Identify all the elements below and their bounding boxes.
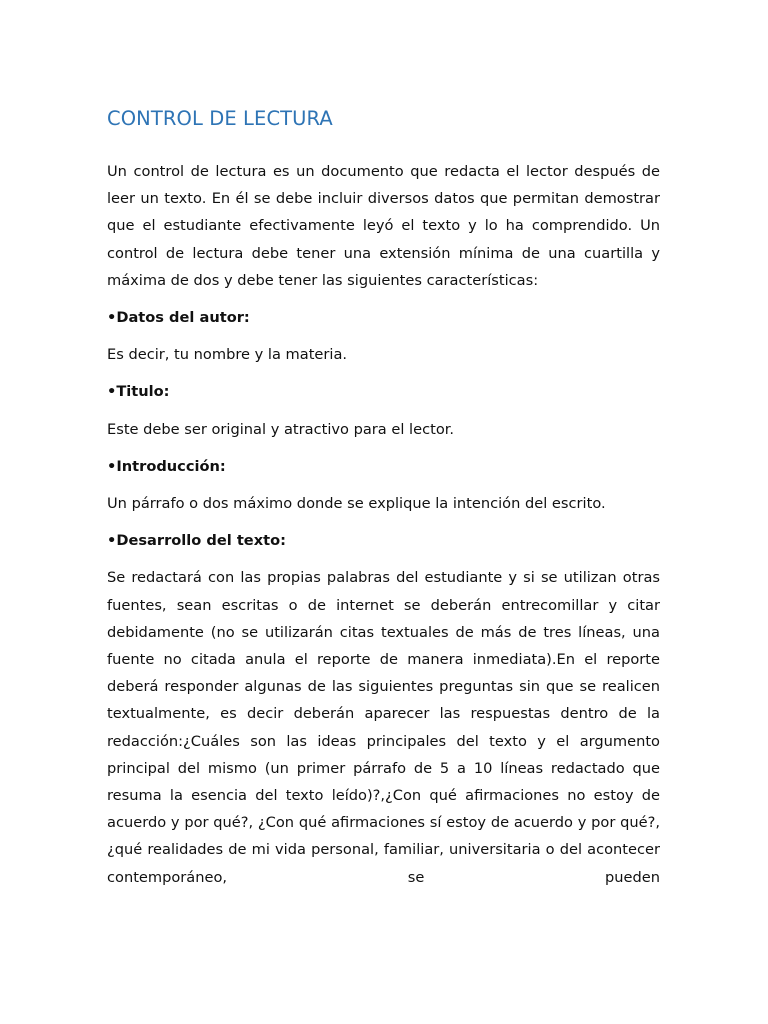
document-page bbox=[107, 105, 660, 901]
section-body-titulo: Este debe ser original y atractivo para el lector. bbox=[107, 420, 455, 438]
section-body-desarrollo: Se redactará con las propias palabras del estudiante y si se utilizan otras fuentes, sean escritas o de internet se deberán entrecomillar y citar debidamente (no se utilizarán citas textuales de más de tres líneas, una fuente no citada anula el reporte de manera inmediata).En el reporte deberá responder algunas de las siguientes preguntas sin que se realicen textualmente, es decir deberán aparecer las respuestas dentro de la redacción:¿Cuáles son las ideas principales del texto y el argumento principal del mismo (un primer párrafo de 5 a 10 líneas redactado que resuma la esencia del texto leído)?,¿Con qué afirmaciones no estoy de acuerdo y por qué?, ¿Con qué afirmaciones sí estoy de acuerdo y por qué?, ¿qué realidades de mi vida personal, familiar, universitaria o del acontecer contemporáneo, se pueden bbox=[107, 569, 660, 886]
section-heading-introduccion: •Introducción: bbox=[107, 457, 226, 475]
intro-paragraph: Un control de lectura es un documento que redacta el lector después de leer un texto. En él se debe incluir diversos datos que permitan demostrar que el estudiante efectivamente leyó el texto y lo ha comprendido. Un control de lectura debe tener una extensión mínima de una cuartilla y máxima de dos y debe tener las siguientes características: bbox=[107, 163, 660, 289]
document-title: CONTROL DE LECTURA bbox=[107, 107, 333, 130]
section-heading-datos-autor: •Datos del autor: bbox=[107, 309, 250, 327]
section-body-introduccion: Un párrafo o dos máximo donde se explique la intención del escrito. bbox=[107, 495, 606, 513]
section-heading-titulo: •Titulo: bbox=[107, 383, 170, 401]
section-body-datos-autor: Es decir, tu nombre y la materia. bbox=[107, 346, 348, 364]
section-heading-desarrollo: •Desarrollo del texto: bbox=[107, 532, 286, 550]
